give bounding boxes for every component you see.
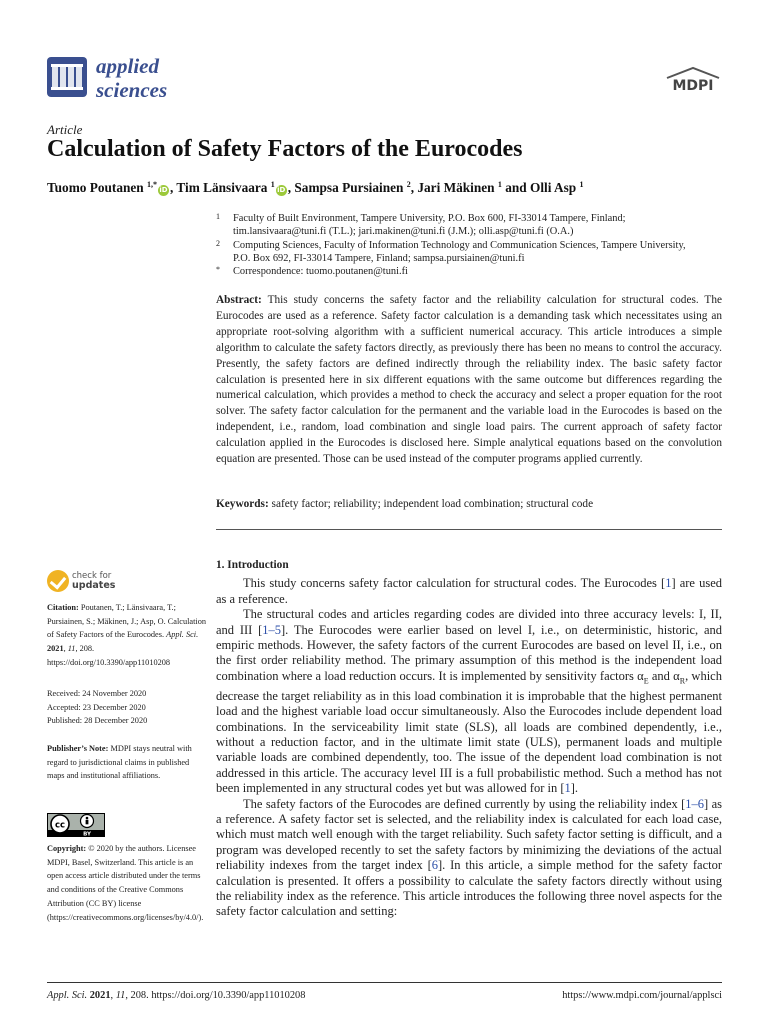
copyright-text: © 2020 by the authors. Licensee MDPI, Basel, Switzerland. This article is an open access article distributed under the terms and conditions of the Creative Commons Attribution (CC BY) license (https://creativecommons.org/licenses/by/4.0/). (47, 844, 204, 922)
copyright-notice (47, 842, 207, 924)
affiliation-line: tim.lansivaara@tuni.fi (T.L.); jari.makinen@tuni.fi (J.M.); olli.asp@tuni.fi (O.A.) (233, 226, 574, 238)
affiliation-line: Correspondence: tuomo.poutanen@tuni.fi (233, 266, 408, 278)
affiliation-item (216, 265, 726, 278)
mdpi-logo (664, 66, 722, 94)
footer-divider (47, 982, 722, 983)
affiliation-line: Computing Sciences, Faculty of Information Technology and Communication Sciences, Tampere University, (233, 239, 686, 251)
citation-doi-link[interactable]: https://doi.org/10.3390/app11010208 (47, 657, 171, 667)
affiliation-line: P.O. Box 692, FI-33014 Tampere, Finland; sampsa.pursiainen@tuni.fi (233, 252, 525, 264)
article-body (216, 558, 722, 920)
footer-citation: Appl. Sci. 2021, 11, 208. https://doi.org/10.3390/app11010208 (47, 990, 306, 1001)
affiliations (216, 212, 726, 278)
paragraph: The structural codes and articles regarding codes are divided into three accuracy levels: I, II, and III [1–5]. The Eurocodes were earlier based on level I, i.e., on deterministic, historic, and empiric methods. However, the safety factors of the current Eurocodes are based on level II, i.e., on the first order reliability method. The primary assumption of this method is the independent load combination where a load reduction occurs. It is implemented by sensitivity factors $\alpha_E$ and $\alpha_R$, which decrease the target reliability as in this load combination it is improbable that the highest permanent load and the highest variable load occur simultaneously. Also the Eurocodes include dependent load combinations. In the serviceability limit state (SLS), all loads are combined dependently, i.e., without a reduction factor, and in the ultimate limit state (ULS), permanent loads and multiple variable loads are combined dependently, too. The issue of the dependent load combination is not addressed in this article. The accuracy level III is a full probabilistic method. Such a method has not been implemented in any structural codes yet but was allowed for in [1]. (216, 607, 722, 796)
page-title: Calculation of Safety Factors of the Eurocodes (47, 136, 523, 162)
footer-year: 2021 (89, 990, 111, 1001)
citation-label: Citation: (47, 603, 79, 612)
citation-link[interactable]: 1 (564, 781, 571, 796)
paragraph: This study concerns safety factor calculation for structural codes. The Eurocodes [1] are used as a reference. (216, 576, 722, 606)
received-date: Received: 24 November 2020 (47, 689, 147, 698)
author-name: Jari Mäkinen (417, 180, 498, 195)
publication-dates (47, 687, 207, 728)
keywords-text: safety factor; reliability; independent load combination; structural code (271, 498, 594, 510)
citation-link[interactable]: 6 (431, 858, 438, 873)
citation-link[interactable]: 1–5 (262, 622, 281, 637)
author-affiliation-marker: 1 (497, 180, 502, 189)
citation-volume: 11 (67, 644, 76, 654)
cc-by-license-icon[interactable] (47, 813, 105, 837)
cc-badge-label: BY (83, 831, 91, 837)
affiliation-number: 2 (216, 238, 220, 248)
citation-journal: Appl. Sci. (166, 630, 199, 640)
citation-rest: , 208. (75, 644, 95, 654)
footer-journal-url[interactable]: https://www.mdpi.com/journal/applsci (562, 990, 722, 1001)
journal-name-line2: sciences (96, 78, 168, 102)
footer-journal: Appl. Sci. (47, 990, 88, 1001)
check-for-updates-button[interactable] (47, 570, 137, 594)
author-name: Tuomo Poutanen (47, 180, 147, 195)
citation: Citation: Poutanen, T.; Länsivaara, T.; Pursiainen, S.; Mäkinen, J.; Asp, O. Calculation of Safety Factors of the Eurocodes. Appl. Sci. 2021, 11, 208. https://doi.org/10.3390/app11010208 (47, 603, 207, 667)
author-affiliation-marker: 1 (270, 180, 275, 189)
author-affiliation-marker: 1 (579, 180, 584, 189)
abstract-label: Abstract: (216, 294, 262, 306)
keywords (216, 497, 722, 512)
author-name: Tim Länsivaara (176, 180, 271, 195)
author-list (47, 180, 584, 196)
footer-volume: 11 (115, 990, 126, 1001)
author-separator: , (410, 180, 418, 195)
abstract-text: This study concerns the safety factor and the reliability calculation for structural codes. The Eurocodes are used as a reference. Safety factor calculation is a demanding task which necessitates using an appropriate root-solving algorithm with a sufficient numerical accuracy. This article introduces a simple algorithm to calculate the safety factors directly, as previously there has been no means to control the accuracy. Presently, the safety factors are defined indirectly through the reliability index. The basic safety factor calculation is presented here in six different equations with the same outcome but differences regarding the numerical calculation, which provides a method to check the accuracy and select a proper equation for the root solver. The safety factor calculation for the permanent and the variable load in the Eurocodes is based on the independent, i.e., random, load combination and single load pairs. The current approach of safety factor calculation applied in the Eurocodes is disclosed here. Simple analytical equations based on the convolution equation are presented. Those can be used instead of the computer programs applied currently. (216, 294, 722, 466)
journal-name (96, 54, 167, 102)
author-name: Sampsa Pursiainen (294, 180, 407, 195)
publisher-note (47, 742, 207, 783)
affiliation-line: Faculty of Built Environment, Tampere University, P.O. Box 600, FI-33014 Tampere, Finland; (233, 213, 626, 224)
citation-text: Poutanen, T.; Länsivaara, T.; Pursiainen, S.; Mäkinen, J.; Asp, O. Calculation of Safety Factors of the Eurocodes. (47, 603, 207, 640)
journal-name-line1: applied (96, 54, 159, 78)
check-updates-line2: updates (72, 580, 116, 591)
publisher-note-label: Publisher’s Note: (47, 744, 109, 753)
citation-link[interactable]: 1 (665, 576, 672, 591)
article-type: Article (47, 122, 83, 137)
applied-sciences-logo-icon (47, 57, 87, 97)
citation-year: 2021 (47, 644, 64, 654)
affiliation-number: * (216, 265, 220, 275)
author-name: Olli Asp (530, 180, 580, 195)
abstract-divider (216, 529, 722, 530)
author-separator: , (287, 180, 295, 195)
orcid-icon[interactable]: iD (159, 186, 168, 194)
paragraph: The safety factors of the Eurocodes are defined currently by using the reliability index [1–6] as a reference. A safety factor set is selected, and the reliability index is calculated for each load case, which must match well enough with the target reliability. Such safety factor setting is difficult, and a program was developed recently to set the safety factors by minimizing the deviations of the actual reliability indexes from the target index [6]. In this article, a simple method for the safety factor calculation is presented. It offers a possibility to calculate the safety factors directly without using the reliability index as the reference. This article introduces the following three novel aspects for the safety factor calculation and setting: (216, 796, 723, 919)
affiliation-item (216, 212, 726, 239)
orcid-icon[interactable]: iD (277, 186, 286, 194)
affiliation-number: 1 (216, 212, 220, 221)
copyright-label: Copyright: (47, 844, 87, 853)
svg-text:cc: cc (54, 820, 66, 831)
affiliation-item (216, 239, 726, 266)
author-affiliation-marker: 2 (406, 180, 411, 189)
author-affiliation-marker: 1,* (147, 180, 157, 189)
footer-doi[interactable]: , 208. https://doi.org/10.3390/app11010208 (125, 990, 306, 1001)
publisher-name: MDPI (672, 78, 714, 94)
citation-link[interactable]: 1–6 (685, 796, 705, 811)
abstract (216, 293, 722, 468)
accepted-date: Accepted: 23 December 2020 (47, 702, 146, 712)
author-separator: , (170, 180, 177, 195)
publisher-note-text: MDPI stays neutral with regard to jurisdictional claims in published maps and institutional affiliations. (47, 744, 192, 781)
check-updates-line1: check for (72, 571, 112, 581)
keywords-label: Keywords: (216, 498, 269, 510)
section-heading: 1. Introduction (216, 559, 289, 571)
published-date: Published: 28 December 2020 (47, 716, 148, 726)
author-separator: and (501, 180, 530, 195)
check-updates-icon (47, 570, 69, 592)
